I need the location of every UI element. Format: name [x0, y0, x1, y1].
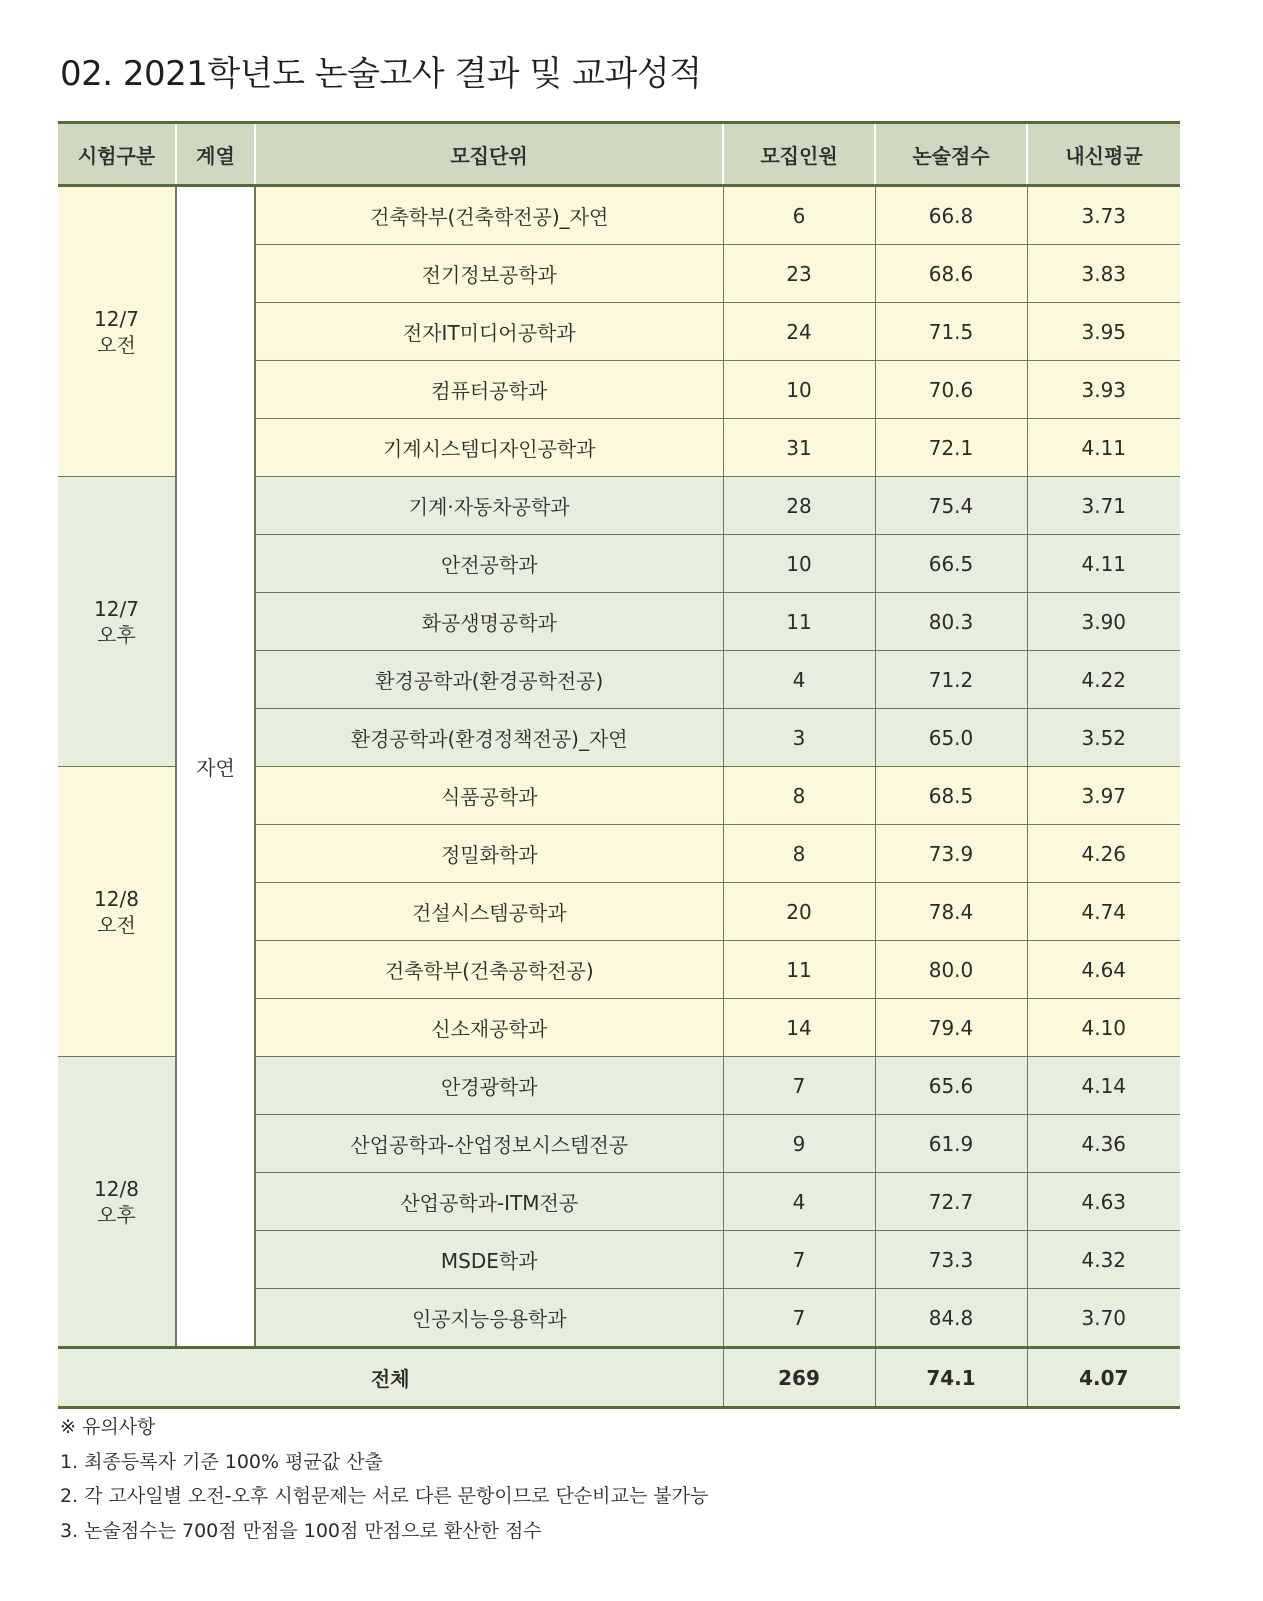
- exam-session-date: 12/8: [94, 1176, 139, 1201]
- essay-score-cell: 68.6: [875, 245, 1027, 303]
- recruitment-unit-cell: 건축학부(건축학전공)_자연: [255, 186, 723, 245]
- gpa-average-cell: 4.14: [1027, 1057, 1180, 1115]
- recruit-count-cell: 8: [723, 767, 875, 825]
- recruit-count-cell: 31: [723, 419, 875, 477]
- recruit-count-cell: 9: [723, 1115, 875, 1173]
- gpa-average-cell: 3.93: [1027, 361, 1180, 419]
- gpa-average-cell: 4.22: [1027, 651, 1180, 709]
- gpa-average-cell: 3.52: [1027, 709, 1180, 767]
- total-gpa: 4.07: [1027, 1348, 1180, 1408]
- essay-score-cell: 84.8: [875, 1289, 1027, 1348]
- header-recruit-count: 모집인원: [723, 123, 875, 186]
- recruit-count-cell: 23: [723, 245, 875, 303]
- recruitment-unit-cell: 환경공학과(환경공학전공): [255, 651, 723, 709]
- recruit-count-cell: 28: [723, 477, 875, 535]
- table-row: [58, 186, 1180, 245]
- gpa-average-cell: 4.64: [1027, 941, 1180, 999]
- gpa-average-cell: 3.70: [1027, 1289, 1180, 1348]
- essay-score-cell: 68.5: [875, 767, 1027, 825]
- recruitment-unit-cell: MSDE학과: [255, 1231, 723, 1289]
- recruitment-unit-cell: 전기정보공학과: [255, 245, 723, 303]
- essay-score-cell: 73.9: [875, 825, 1027, 883]
- recruitment-unit-cell: 건설시스템공학과: [255, 883, 723, 941]
- gpa-average-cell: 4.26: [1027, 825, 1180, 883]
- total-score: 74.1: [875, 1348, 1027, 1408]
- recruit-count-cell: 4: [723, 1173, 875, 1231]
- essay-score-cell: 66.5: [875, 535, 1027, 593]
- recruit-count-cell: 8: [723, 825, 875, 883]
- exam-session-cell: [58, 186, 176, 477]
- recruitment-unit-cell: 화공생명공학과: [255, 593, 723, 651]
- essay-score-cell: 79.4: [875, 999, 1027, 1057]
- gpa-average-cell: 4.10: [1027, 999, 1180, 1057]
- page-title: 02. 2021학년도 논술고사 결과 및 교과성적: [60, 54, 702, 94]
- essay-score-cell: 72.1: [875, 419, 1027, 477]
- recruit-count-cell: 10: [723, 361, 875, 419]
- recruitment-unit-cell: 기계·자동차공학과: [255, 477, 723, 535]
- essay-score-cell: 78.4: [875, 883, 1027, 941]
- exam-session-cell: [58, 767, 176, 1057]
- exam-session-date: 12/7: [94, 306, 139, 331]
- recruitment-unit-cell: 산업공학과-ITM전공: [255, 1173, 723, 1231]
- essay-score-cell: 71.2: [875, 651, 1027, 709]
- recruitment-unit-cell: 산업공학과-산업정보시스템전공: [255, 1115, 723, 1173]
- recruit-count-cell: 7: [723, 1057, 875, 1115]
- gpa-average-cell: 4.74: [1027, 883, 1180, 941]
- recruitment-unit-cell: 환경공학과(환경정책전공)_자연: [255, 709, 723, 767]
- header-gpa-average: 내신평균: [1027, 123, 1180, 186]
- exam-session-time: 오후: [97, 1202, 136, 1227]
- total-label: 전체: [58, 1348, 723, 1408]
- total-row: [58, 1348, 1180, 1408]
- essay-score-cell: 65.6: [875, 1057, 1027, 1115]
- gpa-average-cell: 3.83: [1027, 245, 1180, 303]
- essay-score-cell: 61.9: [875, 1115, 1027, 1173]
- gpa-average-cell: 4.36: [1027, 1115, 1180, 1173]
- exam-session-time: 오후: [97, 622, 136, 647]
- recruitment-unit-cell: 인공지능응용학과: [255, 1289, 723, 1348]
- recruitment-unit-cell: 정밀화학과: [255, 825, 723, 883]
- essay-score-cell: 75.4: [875, 477, 1027, 535]
- header-exam-session: 시험구분: [58, 123, 176, 186]
- gpa-average-cell: 3.71: [1027, 477, 1180, 535]
- gpa-average-cell: 4.32: [1027, 1231, 1180, 1289]
- recruitment-unit-cell: 안경광학과: [255, 1057, 723, 1115]
- essay-score-cell: 70.6: [875, 361, 1027, 419]
- notes: [60, 1410, 708, 1548]
- essay-score-cell: 65.0: [875, 709, 1027, 767]
- note-item: 2. 각 고사일별 오전-오후 시험문제는 서로 다른 문항이므로 단순비교는 불가능: [60, 1485, 709, 1507]
- recruit-count-cell: 14: [723, 999, 875, 1057]
- essay-score-cell: 66.8: [875, 186, 1027, 245]
- gpa-average-cell: 4.11: [1027, 419, 1180, 477]
- exam-session-date: 12/7: [94, 596, 139, 621]
- note-item: 3. 논술점수는 700점 만점을 100점 만점으로 환산한 점수: [60, 1519, 542, 1542]
- essay-score-cell: 73.3: [875, 1231, 1027, 1289]
- notes-heading: ※ 유의사항: [60, 1416, 156, 1438]
- results-table: [58, 121, 1180, 1409]
- recruit-count-cell: 11: [723, 593, 875, 651]
- header-field: 계열: [176, 123, 255, 186]
- recruit-count-cell: 11: [723, 941, 875, 999]
- table-header-row: [58, 123, 1180, 186]
- recruit-count-cell: 3: [723, 709, 875, 767]
- recruit-count-cell: 6: [723, 186, 875, 245]
- recruit-count-cell: 24: [723, 303, 875, 361]
- recruit-count-cell: 10: [723, 535, 875, 593]
- essay-score-cell: 80.0: [875, 941, 1027, 999]
- gpa-average-cell: 4.63: [1027, 1173, 1180, 1231]
- recruit-count-cell: 7: [723, 1231, 875, 1289]
- gpa-average-cell: 3.90: [1027, 593, 1180, 651]
- recruitment-unit-cell: 컴퓨터공학과: [255, 361, 723, 419]
- recruit-count-cell: 7: [723, 1289, 875, 1348]
- recruit-count-cell: 20: [723, 883, 875, 941]
- exam-session-date: 12/8: [94, 886, 139, 911]
- recruitment-unit-cell: 식품공학과: [255, 767, 723, 825]
- recruitment-unit-cell: 건축학부(건축공학전공): [255, 941, 723, 999]
- recruitment-unit-cell: 안전공학과: [255, 535, 723, 593]
- header-recruitment-unit: 모집단위: [255, 123, 723, 186]
- field-cell: 자연: [176, 186, 255, 1348]
- recruitment-unit-cell: 전자IT미디어공학과: [255, 303, 723, 361]
- exam-session-time: 오전: [97, 332, 136, 357]
- gpa-average-cell: 4.11: [1027, 535, 1180, 593]
- recruit-count-cell: 4: [723, 651, 875, 709]
- exam-session-cell: [58, 1057, 176, 1348]
- gpa-average-cell: 3.95: [1027, 303, 1180, 361]
- exam-session-cell: [58, 477, 176, 767]
- note-item: 1. 최종등록자 기준 100% 평균값 산출: [60, 1450, 383, 1473]
- essay-score-cell: 80.3: [875, 593, 1027, 651]
- recruitment-unit-cell: 신소재공학과: [255, 999, 723, 1057]
- essay-score-cell: 71.5: [875, 303, 1027, 361]
- gpa-average-cell: 3.97: [1027, 767, 1180, 825]
- header-essay-score: 논술점수: [875, 123, 1027, 186]
- gpa-average-cell: 3.73: [1027, 186, 1180, 245]
- essay-score-cell: 72.7: [875, 1173, 1027, 1231]
- recruitment-unit-cell: 기계시스템디자인공학과: [255, 419, 723, 477]
- exam-session-time: 오전: [97, 912, 136, 937]
- total-count: 269: [723, 1348, 875, 1408]
